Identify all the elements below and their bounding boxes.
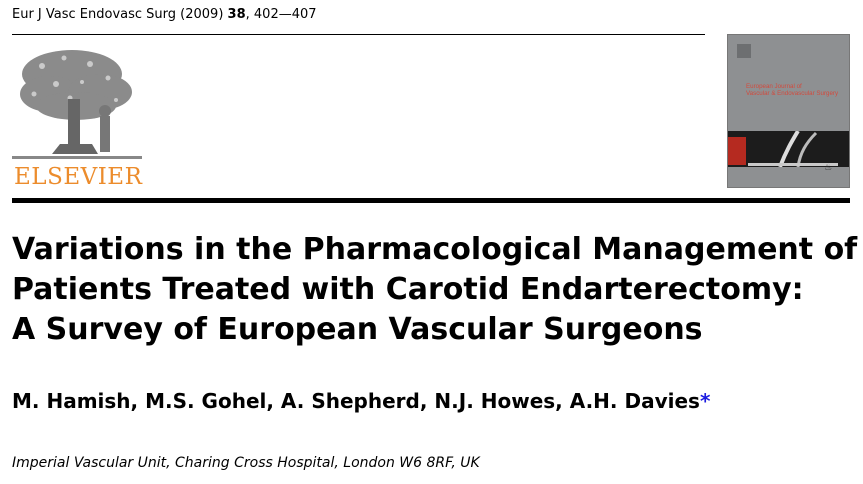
- article-title-line: Variations in the Pharmacological Management of: [12, 232, 858, 267]
- author-list: [12, 389, 710, 413]
- article-title-line: A Survey of European Vascular Surgeons: [12, 312, 703, 347]
- article-title-line: Patients Treated with Carotid Endarterectomy:: [12, 272, 804, 307]
- cover-publisher-logo: [737, 44, 751, 58]
- authors-text: M. Hamish, M.S. Gohel, A. Shepherd, N.J. Howes, A.H. Davies: [12, 389, 700, 413]
- citation: Eur J Vasc Endovasc Surg (2009) 38, 402—407: [12, 7, 317, 22]
- cover-artery-image: [772, 131, 824, 167]
- cover-title: [746, 83, 846, 97]
- citation-journal: Eur J Vasc Endovasc Surg: [12, 7, 177, 22]
- cover-image-band: [728, 131, 849, 167]
- cover-title-line2: Vascular & Endovascular Surgery: [746, 90, 839, 97]
- affiliation: Imperial Vascular Unit, Charing Cross Hospital, London W6 8RF, UK: [12, 455, 480, 471]
- title-divider: [12, 198, 850, 203]
- citation-year: (2009): [180, 7, 224, 22]
- cover-red-stripe: [728, 137, 746, 165]
- header-divider: [12, 34, 705, 35]
- journal-cover[interactable]: [727, 34, 850, 188]
- cover-emblem-icon: ♨: [824, 163, 833, 173]
- citation-volume: 38: [227, 7, 246, 22]
- elsevier-logo[interactable]: [12, 44, 142, 189]
- elsevier-tree-icon: [12, 44, 142, 162]
- elsevier-wordmark: ELSEVIER: [14, 164, 143, 190]
- cover-title-line1: European Journal of: [746, 83, 802, 90]
- corresponding-author-link[interactable]: *: [699, 389, 711, 413]
- article-title: [12, 230, 858, 350]
- citation-pages: 402—407: [253, 7, 317, 22]
